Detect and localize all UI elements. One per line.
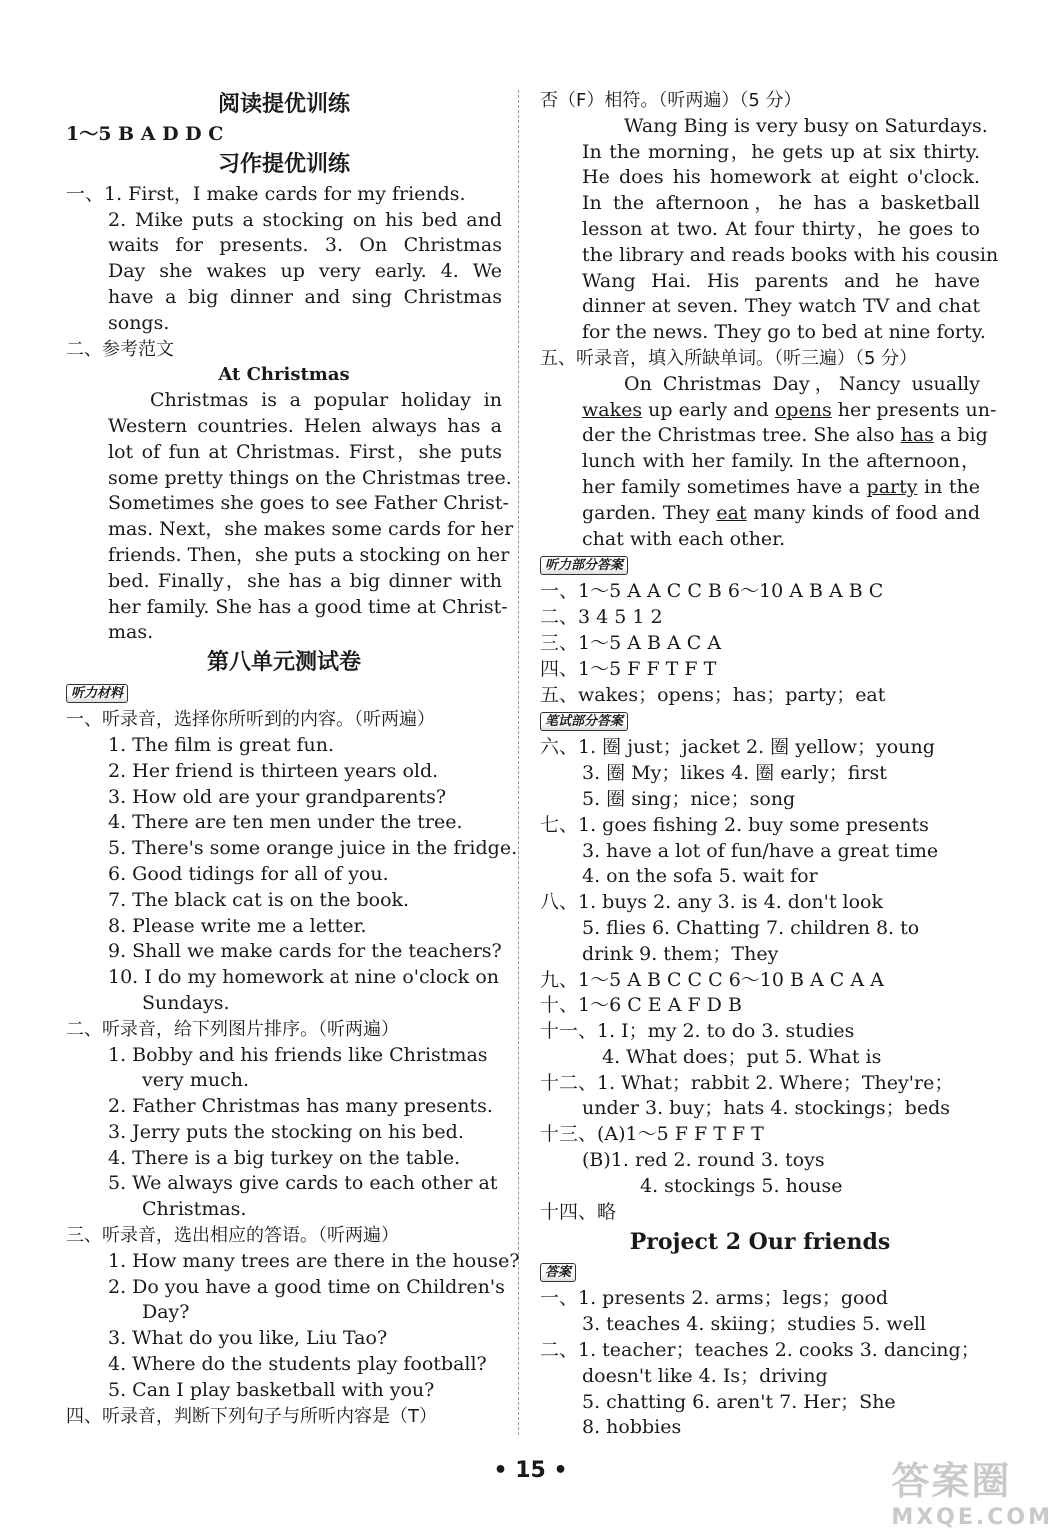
- list-item: very much.: [142, 1069, 250, 1092]
- reading-title: 阅读提优训练: [217, 92, 350, 117]
- answer-line: 5. flies 6. Chatting 7. children 8. to: [582, 916, 920, 939]
- answer-line: 六、1. 圈 just；jacket 2. 圈 yellow；young: [540, 736, 935, 759]
- passage-text: her family sometimes have a: [582, 475, 867, 498]
- list-item: 5. We always give cards to each other at: [108, 1172, 498, 1195]
- list-item: 8. Please write me a letter.: [108, 914, 367, 937]
- essay-line: friends. Then，she puts a stocking on her: [108, 543, 510, 566]
- left-column: [66, 88, 520, 1429]
- list-item: 4. Where do the students play football?: [108, 1353, 487, 1376]
- watermark-main: 答案圈: [891, 1459, 1012, 1503]
- passage-line: the library and reads books with his cousin: [582, 243, 999, 266]
- answer-line: 十二、1. What；rabbit 2. Where；They're；: [540, 1071, 954, 1094]
- passage-line: lunch with her family. In the afternoon，: [582, 450, 980, 473]
- passage-line: In the afternoon，he has a basketball: [582, 192, 980, 215]
- answer-line: 八、1. buys 2. any 3. is 4. don't look: [540, 891, 884, 914]
- answer-line: 三、1～5 A B A C A: [540, 631, 722, 654]
- passage-line: In the morning，he gets up at six thirty.: [582, 140, 980, 163]
- passage-line: [540, 423, 988, 449]
- passage-line: Wang Hai. His parents and he have: [582, 269, 980, 292]
- passage-text: her presents un-: [831, 398, 997, 421]
- passage-text: many kinds of food and: [746, 501, 980, 524]
- section-heading: 四、听录音，判断下列句子与所听内容是（T）: [66, 1405, 437, 1427]
- essay-line: mas.: [108, 621, 154, 644]
- essay-heading: 二、参考范文: [66, 338, 174, 360]
- answer-line: doesn't like 4. Is；driving: [582, 1364, 828, 1387]
- answer-line: 十一、1. I；my 2. to do 3. studies: [540, 1020, 855, 1043]
- list-item: 9. Shall we make cards for the teachers?: [108, 940, 502, 963]
- project-answers: [540, 1286, 980, 1441]
- answer-line: 七、1. goes fishing 2. buy some presents: [540, 813, 929, 836]
- list-item: 7. The black cat is on the book.: [108, 888, 410, 911]
- list-item: 2. Her friend is thirteen years old.: [108, 759, 439, 782]
- answer-line: 十三、(A)1～5 F F T F T: [540, 1123, 764, 1146]
- writing-line: 2. Mike puts a stocking on his bed and: [108, 208, 502, 231]
- writing-line: songs.: [108, 311, 170, 334]
- answer-line: 5. chatting 6. aren't 7. Her；She: [582, 1390, 896, 1413]
- writing-line: 一、1. First，I make cards for my friends.: [66, 182, 466, 205]
- passage-text: der the Christmas tree. She also: [582, 424, 901, 447]
- answer-line: 3. have a lot of fun/have a great time: [582, 839, 939, 862]
- list-item: 2. Do you have a good time on Children's: [108, 1275, 505, 1298]
- list-item: 5. Can I play basketball with you?: [108, 1378, 435, 1401]
- answer-line: (B)1. red 2. round 3. toys: [582, 1149, 825, 1172]
- passage-line: for the news. They go to bed at nine forty.: [582, 321, 986, 344]
- essay-line: Christmas is a popular holiday in: [150, 389, 502, 412]
- list-item: 1. How many trees are there in the house?: [108, 1249, 520, 1272]
- essay-line: bed. Finally，she has a big dinner with: [108, 569, 502, 592]
- blank-answer: eat: [716, 501, 747, 524]
- list-item: 3. How old are your grandparents?: [108, 785, 447, 808]
- blank-answer: party: [866, 475, 918, 498]
- answer-line: 4. What does；put 5. What is: [602, 1045, 882, 1068]
- list-item: 6. Good tidings for all of you.: [108, 862, 389, 885]
- writing-line: waits for presents. 3. On Christmas: [108, 234, 502, 257]
- list-item: 4. There is a big turkey on the table.: [108, 1146, 461, 1169]
- writing-title: 习作提优训练: [217, 151, 350, 177]
- passage-line: [540, 398, 997, 424]
- blank-answer: opens: [774, 398, 832, 421]
- section-heading-cont: 否（F）相符。（听两遍）（5 分）: [540, 90, 802, 111]
- essay-line: mas. Next，she makes some cards for her: [108, 518, 514, 541]
- answer-line: 3. teaches 4. skiing；studies 5. well: [582, 1313, 926, 1336]
- answer-line: 5. 圈 sing；nice；song: [582, 787, 796, 810]
- essay-line: lot of fun at Christmas. First，she puts: [108, 440, 502, 463]
- passage-line: [540, 501, 980, 527]
- answer-line: 一、1～5 A A C C B 6～10 A B A B C: [540, 580, 884, 603]
- answer-line: 五、wakes；opens；has；party；eat: [540, 683, 886, 706]
- passage-line: He does his homework at eight o'clock.: [582, 166, 980, 189]
- list-item: 3. Jerry puts the stocking on his bed.: [108, 1120, 464, 1143]
- passage-line: chat with each other.: [582, 527, 786, 550]
- column-divider: [518, 90, 519, 1435]
- list-item: 5. There's some orange juice in the fridge.: [108, 837, 518, 860]
- section-heading: 一、听录音，选择你所听到的内容。（听两遍）: [66, 709, 435, 731]
- unit-title: 第八单元测试卷: [206, 650, 361, 676]
- answer-line: 4. stockings 5. house: [640, 1174, 843, 1197]
- list-item: 1. The film is great fun.: [108, 733, 335, 756]
- page-number: • 15 •: [493, 1458, 568, 1483]
- listening-answer-label: 听力部分答案: [540, 556, 628, 575]
- answer-line: 一、1. presents 2. arms；legs；good: [540, 1287, 889, 1310]
- blank-answer: wakes: [582, 398, 643, 421]
- answer-label: 答案: [540, 1263, 576, 1282]
- answer-line: 8. hobbies: [582, 1416, 682, 1439]
- essay-line: Western countries. Helen always has a: [108, 414, 502, 437]
- passage-line: Wang Bing is very busy on Saturdays.: [624, 114, 988, 137]
- essay-title: At Christmas: [218, 364, 350, 386]
- answer-line: 九、1～5 A B C C C 6～10 B A C A A: [540, 968, 884, 991]
- essay-line: Sometimes she goes to see Father Christ-: [108, 492, 509, 515]
- writing-line: have a big dinner and sing Christmas: [108, 285, 502, 308]
- list-item: Christmas.: [142, 1198, 247, 1221]
- right-column: [540, 88, 999, 1441]
- list-item: 3. What do you like, Liu Tao?: [108, 1327, 388, 1350]
- list-item: 4. There are ten men under the tree.: [108, 811, 463, 834]
- written-answer-label: 笔试部分答案: [540, 712, 628, 731]
- essay-line: her family. She has a good time at Christ-: [108, 595, 508, 618]
- answer-line: 四、1～5 F F T F T: [540, 657, 717, 680]
- blank-answer: has: [900, 424, 934, 447]
- passage-text: a big: [933, 424, 988, 447]
- writing-line: Day she wakes up very early. 4. We: [108, 260, 502, 283]
- passage-line: [540, 475, 980, 501]
- section-heading: 三、听录音，选出相应的答语。（听两遍）: [66, 1225, 399, 1247]
- passage-line: On Christmas Day，Nancy usually: [624, 372, 980, 395]
- list-item: 10. I do my homework at nine o'clock on: [108, 966, 500, 989]
- watermark-logo: [891, 1450, 1053, 1530]
- written-answers: [540, 735, 980, 1225]
- section-heading: 五、听录音，填入所缺单词。（听三遍）（5 分）: [540, 347, 918, 369]
- essay-line: some pretty things on the Christmas tree.: [108, 466, 512, 489]
- answer-line: under 3. buy；hats 4. stockings；beds: [582, 1097, 950, 1120]
- passage-line: lesson at two. At four thirty，he goes to: [582, 217, 980, 240]
- answer-line: 4. on the sofa 5. wait for: [582, 865, 818, 888]
- watermark-sub: MXQE.COM: [891, 1505, 1053, 1530]
- project-title: Project 2 Our friends: [629, 1229, 891, 1256]
- passage-line: dinner at seven. They watch TV and chat: [582, 295, 980, 318]
- answer-line: drink 9. them；They: [582, 942, 779, 965]
- passage-text: up early and: [642, 398, 775, 421]
- answer-line: 十四、略: [540, 1200, 617, 1223]
- list-item: 1. Bobby and his friends like Christmas: [108, 1043, 488, 1066]
- passage-text: garden. They: [582, 501, 717, 524]
- passage-text: in the: [917, 475, 980, 498]
- list-item: Sundays.: [142, 991, 230, 1014]
- listening-label: 听力材料: [66, 684, 128, 703]
- answer-line: 二、1. teacher；teaches 2. cooks 3. dancing；: [540, 1339, 980, 1362]
- answer-line: 十、1～6 C E A F D B: [540, 994, 742, 1017]
- answer-line: 3. 圈 My；likes 4. 圈 early；first: [582, 762, 887, 785]
- section-heading: 二、听录音，给下列图片排序。（听两遍）: [66, 1018, 399, 1040]
- list-item: Day?: [142, 1301, 190, 1324]
- reading-answer: 1～5 B A D D C: [66, 123, 224, 145]
- answer-line: 二、3 4 5 1 2: [540, 606, 663, 629]
- list-item: 2. Father Christmas has many presents.: [108, 1095, 493, 1118]
